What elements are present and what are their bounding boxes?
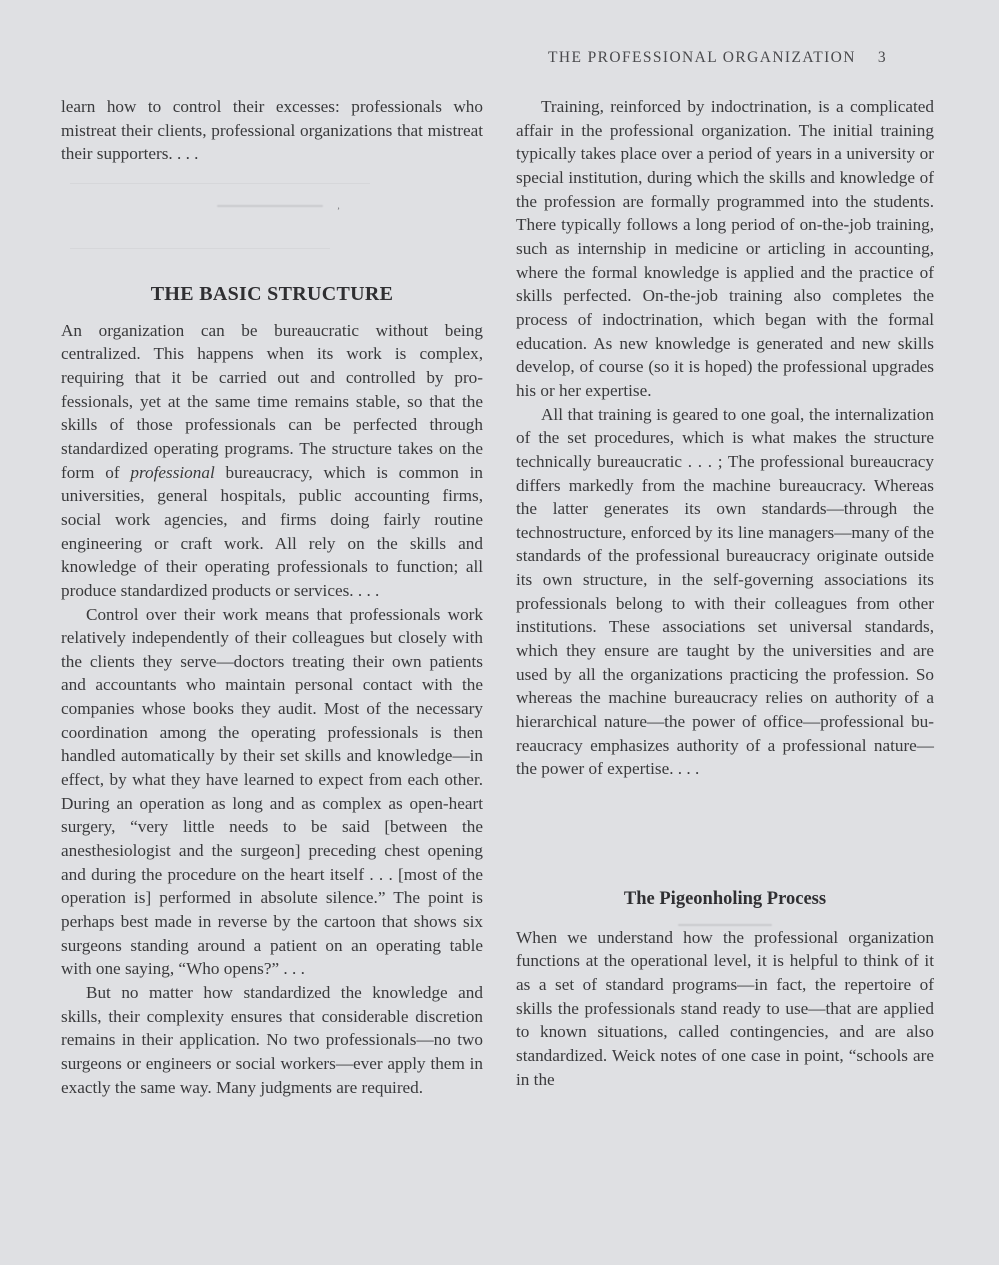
italic-term: professional	[130, 462, 215, 482]
left-column	[61, 95, 483, 1099]
section-heading: THE BASIC STRUCTURE	[150, 282, 394, 305]
paragraph-pigeonholing: When we understand how the professional organization functions at the operational level, it is helpful to think of it as a set of standard programs—in fact, the repertoire of skills the professionals stand ready to use—that are applied to known situations, called contingencies, and are also standardized. Weick notes of one case in point, “schools are in the	[516, 927, 934, 1089]
spacer	[516, 781, 934, 888]
paragraph-internalization: All that training is geared to one goal, the internalization of the set procedures, which is what makes the structure technically bureaucratic . . . ; The professional bureaucracy differs markedly from the machine bureaucracy. Whereas the latter generates its own standards—through the technostructure, enforced by its line managers—many of the standards of the professional bureaucracy originate outside its own structure, in the self-governing associations its professionals belong to with their colleagues from other institutions. These associations set universal standards, which they ensure are taught by the universities and are used by all the organizations practicing the profession. So whereas the machine bureaucracy relies on authority of a hierarchical nature—the power of office—professional bureaucracy emphasizes authority of a professional nature—the power of expertise. . . .	[516, 404, 934, 779]
paragraph-training: Training, reinforced by indoctrination, is a complicated affair in the professional organization. The initial training typically takes place over a period of years in a university or special institution, during which the skills and knowledge of the profession are formally programmed into the students. There typically follows a long period of on-the-job training, such as internship in medicine or articling in accounting, where the formal knowledge is applied and the practice of skills perfected. On-the-job training also completes the process of indoctrination, which began with the formal education. As new knowledge is generated and new skills develop, of course (so it is hoped) the professional upgrades his or her expertise.	[516, 97, 934, 400]
opening-paragraph: learn how to control their excesses: professionals who mistreat their clients, professional organizations that mistreat their supporters. . . .	[61, 97, 483, 164]
spacer	[61, 166, 483, 283]
subsection-heading: The Pigeonholing Process	[623, 889, 827, 910]
spacer	[61, 307, 483, 319]
paragraph-discretion: But no matter how standardized the knowledge and skills, their complexity ensures that considerable discretion remains in their application. No two professionals—no two surgeons or engineers or social workers—ever apply them in exactly the same way. Many judgments are required.	[61, 983, 483, 1097]
paragraph-control: Control over their work means that professionals work relatively independently of their colleagues but closely with the clients they serve—doctors treating their own patients and accountants who maintain personal contact with the companies whose books they audit. Most of the necessary coordination among the operating professionals is then handled automatically by their set skills and knowledge—in effect, by what they have learned to expect from each other. During an operation as long and as complex as open-heart surgery, “very little needs to be said [between the anesthesiologist and the surgeon] preceding chest opening and during the procedure on the heart itself . . . [most of the operation is] performed in absolute silence.” The point is perhaps best made in reverse by the cartoon that shows six surgeons standing around a patient on an operating table with one saying, “Who opens?” . . .	[61, 604, 483, 979]
running-title: THE PROFESSIONAL ORGANIZATION	[548, 49, 856, 66]
right-column	[516, 95, 934, 1091]
paragraph-text: bureaucracy, which is common in universities, general hospitals, public accounting firms, social work agencies, and firms doing fairly routine engineering or craft work. All rely on the skills and knowledge of their operating professionals to function; all produce standardized products or services. . . .	[61, 462, 483, 600]
page-number: 3	[877, 49, 887, 66]
paragraph-text: An organization can be bureaucratic without being centralized. This happens when its work is complex, requiring that it be carried out and controlled by professionals, yet at the same time remains stable, so that the skills of those professionals can be perfected through standardized operating programs. The structure takes on the form of	[61, 320, 483, 482]
paragraph-basic-structure	[61, 319, 483, 603]
section-divider	[678, 924, 772, 926]
stray-mark: ’	[337, 206, 340, 216]
running-header	[548, 49, 938, 67]
